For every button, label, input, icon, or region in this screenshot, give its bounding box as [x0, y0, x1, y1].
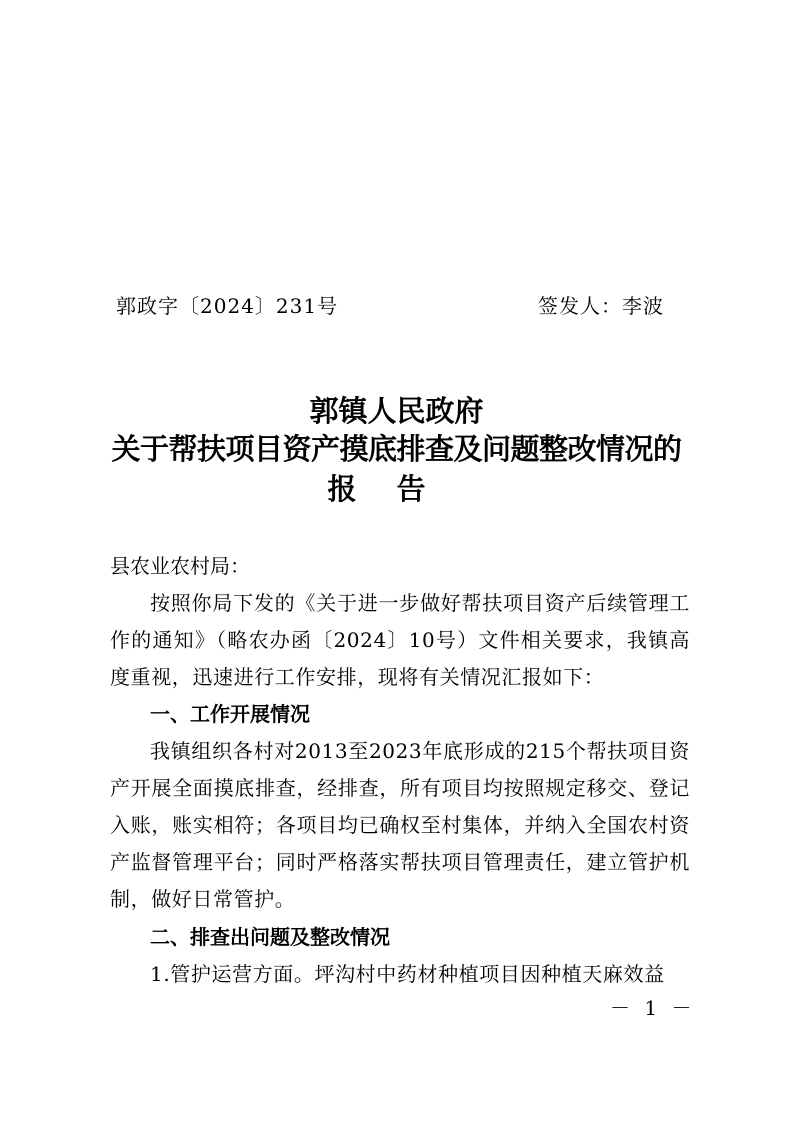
- addressee: 县农业农村局：: [110, 554, 250, 578]
- document-number: 郭政字〔2024〕231号: [116, 294, 339, 318]
- title-line-3: [0, 470, 793, 508]
- page-number: － 1 －: [610, 996, 696, 1020]
- section-1-heading: 一、工作开展情况: [150, 702, 310, 726]
- section-1-paragraph: 我镇组织各村对2013至2023年底形成的215个帮扶项目资产开展全面摸底排查，经排查，所有项目均按照规定移交、登记入账，账实相符；各项目均已确权至村集体，并纳入全国农村资产监督管理平台；同时严格落实帮扶项目管理责任，建立管护机制，做好日常管护。: [110, 739, 690, 911]
- signer: 签发人：李波: [538, 294, 664, 318]
- section-2-heading: 二、排查出问题及整改情况: [150, 925, 390, 949]
- section-2-item-1: 1.管护运营方面。坪沟村中药材种植项目因种植天麻效益: [150, 962, 665, 986]
- title-report-word: 报告: [327, 472, 466, 506]
- title-line-2: 关于帮扶项目资产摸底排查及问题整改情况的: [111, 432, 682, 466]
- intro-paragraph: 按照你局下发的《关于进一步做好帮扶项目资产后续管理工作的通知》（略农办函〔2024〕10号）文件相关要求，我镇高度重视，迅速进行工作安排，现将有关情况汇报如下：: [110, 591, 690, 689]
- title-line-1: 郭镇人民政府: [309, 394, 484, 428]
